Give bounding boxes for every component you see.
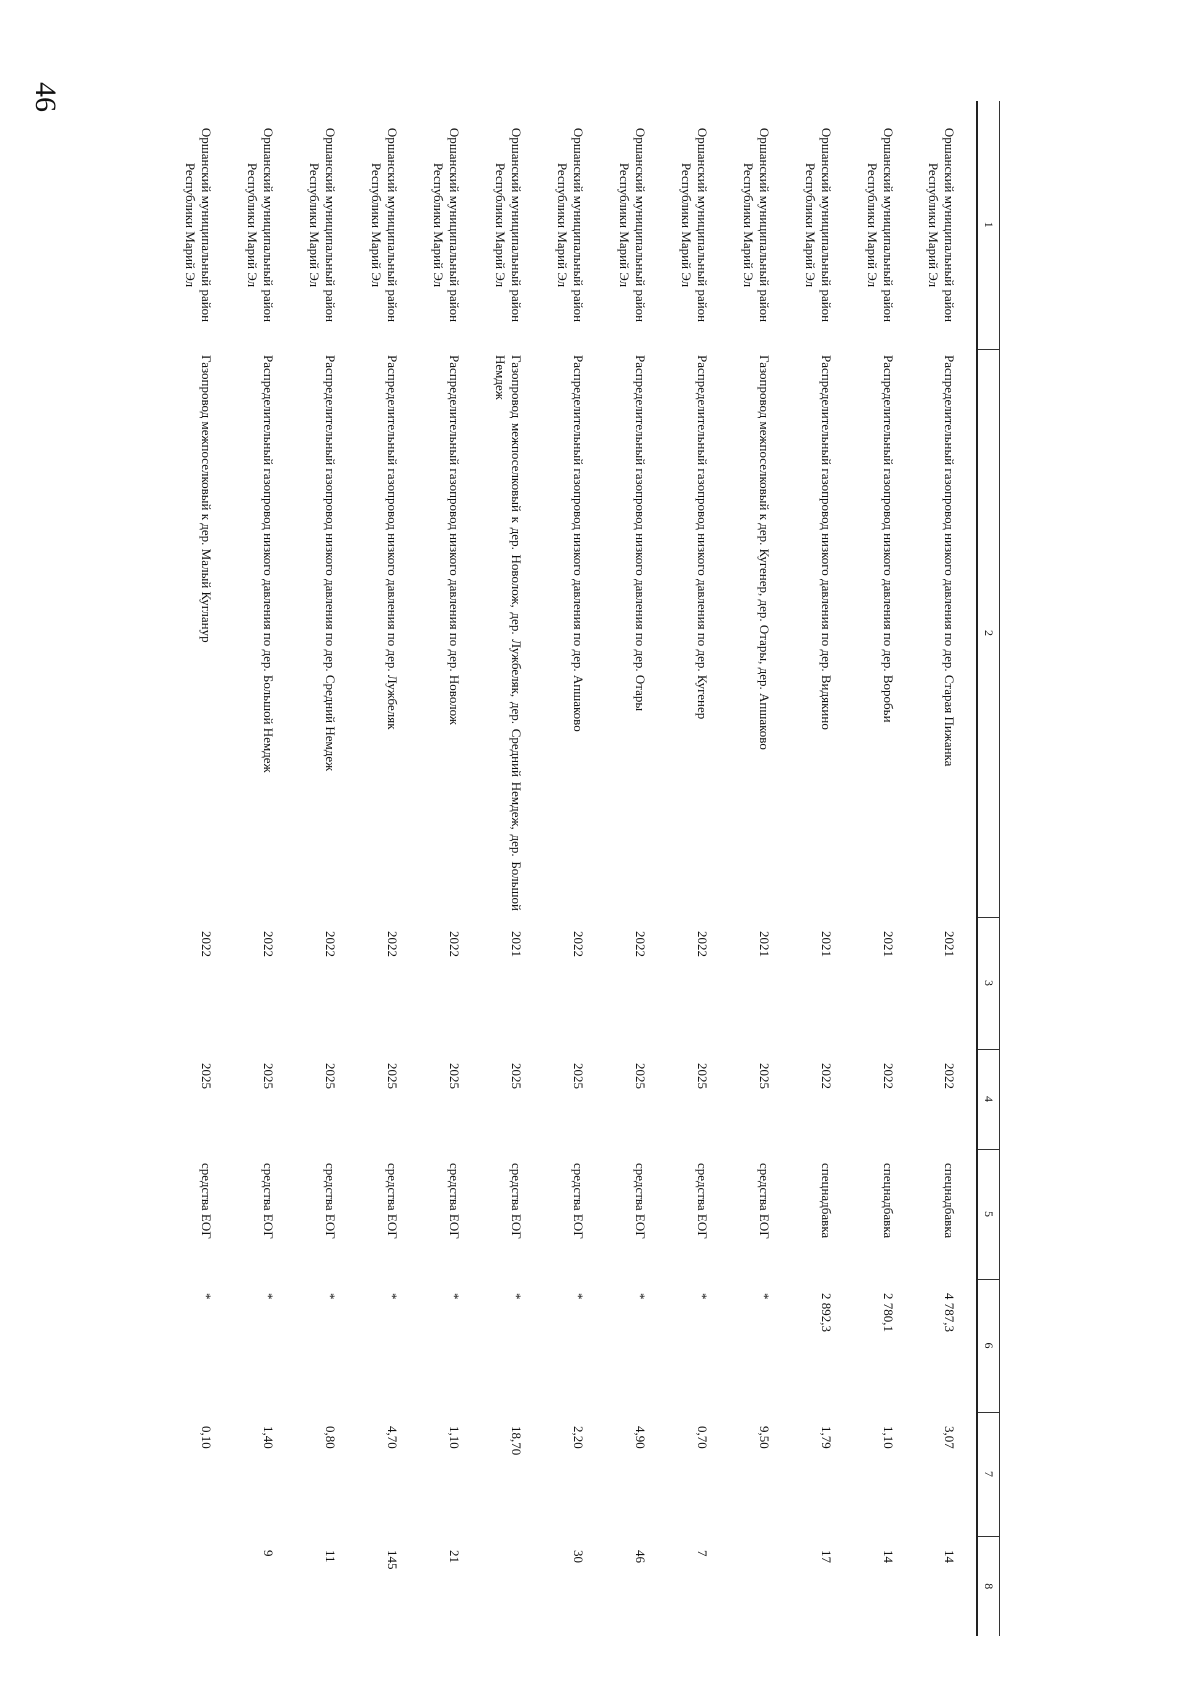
district-cell: Оршанский муниципальный район Республики Марий Эл: [617, 127, 649, 323]
funding-source-cell: средства ЕОГ: [447, 1163, 463, 1239]
length-cell: 2,20: [571, 1426, 587, 1449]
table-row: [482, 101, 544, 1636]
length-cell: 3,07: [942, 1426, 958, 1449]
table-row: [358, 101, 420, 1636]
start-year-cell: 2022: [695, 931, 711, 957]
district-cell: Оршанский муниципальный район Республики Марий Эл: [307, 127, 339, 323]
pipeline-name-cell: Газопровод межпоселковый к дер. Малый Кугланур: [199, 355, 215, 643]
funding-source-cell: средства ЕОГ: [571, 1163, 587, 1239]
households-cell: 17: [819, 1550, 835, 1563]
pipeline-name-cell: Распределительный газопровод низкого давления по дер. Кугенер: [695, 355, 711, 720]
households-cell: [172, 1536, 234, 1636]
households-cell: 14: [881, 1550, 897, 1563]
cost-cell: *: [633, 1293, 649, 1300]
funding-source-cell: средства ЕОГ: [385, 1163, 401, 1239]
cost-cell: 4 787,3: [942, 1293, 958, 1332]
pipeline-name-cell: Распределительный газопровод низкого давления по дер. Старая Пижанка: [942, 355, 958, 767]
length-cell: 9,50: [757, 1426, 773, 1449]
table-row: [854, 101, 916, 1636]
end-year-cell: 2025: [385, 1063, 401, 1089]
length-cell: 18,70: [509, 1426, 525, 1456]
end-year-cell: 2025: [199, 1063, 215, 1089]
start-year-cell: 2021: [819, 931, 835, 957]
length-cell: 1,79: [819, 1426, 835, 1449]
cost-cell: *: [323, 1293, 339, 1300]
column-header-7: 7: [978, 1412, 1000, 1536]
end-year-cell: 2025: [323, 1063, 339, 1089]
start-year-cell: 2022: [199, 931, 215, 957]
length-cell: 0,10: [199, 1426, 215, 1449]
households-cell: [730, 1536, 792, 1636]
cost-cell: 2 780,1: [881, 1293, 897, 1332]
length-cell: 1,10: [881, 1426, 897, 1449]
end-year-cell: 2025: [261, 1063, 277, 1089]
table-row: [420, 101, 482, 1636]
table-row: [172, 101, 234, 1636]
cost-cell: *: [385, 1293, 401, 1300]
table-row: [916, 101, 978, 1636]
start-year-cell: 2022: [261, 931, 277, 957]
cost-cell: *: [757, 1293, 773, 1300]
funding-source-cell: средства ЕОГ: [323, 1163, 339, 1239]
funding-source-cell: средства ЕОГ: [199, 1163, 215, 1239]
pipeline-name-cell: Распределительный газопровод низкого давления по дер. Большой Немдеж: [261, 355, 277, 773]
district-cell: Оршанский муниципальный район Республики Марий Эл: [926, 127, 958, 323]
table-row: [296, 101, 358, 1636]
column-header-4: 4: [978, 1049, 1000, 1149]
start-year-cell: 2021: [509, 931, 525, 957]
district-cell: Оршанский муниципальный район Республики Марий Эл: [245, 127, 277, 323]
table-row: [234, 101, 296, 1636]
document-table-container: [183, 101, 1000, 1636]
cost-cell: *: [199, 1293, 215, 1300]
pipeline-name-cell: Газопровод межпоселковый к дер. Новолож, дер. Лужбеляк, дер. Средний Немдеж, дер. Большой Немдеж: [493, 355, 525, 911]
length-cell: 1,40: [261, 1426, 277, 1449]
start-year-cell: 2021: [757, 931, 773, 957]
column-header-8: 8: [978, 1536, 1000, 1636]
district-cell: Оршанский муниципальный район Республики Марий Эл: [369, 127, 401, 323]
end-year-cell: 2025: [695, 1063, 711, 1089]
column-header-1: 1: [978, 101, 1000, 349]
length-cell: 0,70: [695, 1426, 711, 1449]
pipeline-name-cell: Распределительный газопровод низкого давления по дер. Лужбеляк: [385, 355, 401, 730]
column-header-5: 5: [978, 1149, 1000, 1279]
funding-source-cell: спецнадбавка: [819, 1163, 835, 1239]
cost-cell: *: [571, 1293, 587, 1300]
households-cell: 30: [571, 1550, 587, 1563]
column-header-3: 3: [978, 917, 1000, 1049]
households-cell: 11: [323, 1550, 339, 1563]
households-cell: 46: [633, 1550, 649, 1563]
table-row: [792, 101, 854, 1636]
end-year-cell: 2025: [447, 1063, 463, 1089]
funding-source-cell: средства ЕОГ: [695, 1163, 711, 1239]
district-cell: Оршанский муниципальный район Республики Марий Эл: [183, 127, 215, 323]
pipeline-name-cell: Распределительный газопровод низкого давления по дер. Отары: [633, 355, 649, 712]
funding-source-cell: средства ЕОГ: [633, 1163, 649, 1239]
funding-source-cell: средства ЕОГ: [757, 1163, 773, 1239]
cost-cell: *: [261, 1293, 277, 1300]
pipeline-name-cell: Распределительный газопровод низкого давления по дер. Воробьи: [881, 355, 897, 723]
end-year-cell: 2025: [571, 1063, 587, 1089]
length-cell: 0,80: [323, 1426, 339, 1449]
district-cell: Оршанский муниципальный район Республики Марий Эл: [431, 127, 463, 323]
header-row: [978, 101, 1000, 1636]
district-cell: Оршанский муниципальный район Республики Марий Эл: [555, 127, 587, 323]
page-number: 46: [29, 82, 62, 112]
households-cell: 14: [942, 1550, 958, 1563]
pipeline-name-cell: Распределительный газопровод низкого давления по дер. Апшаково: [571, 355, 587, 732]
length-cell: 1,10: [447, 1426, 463, 1449]
end-year-cell: 2025: [509, 1063, 525, 1089]
cost-cell: *: [447, 1293, 463, 1300]
start-year-cell: 2022: [447, 931, 463, 957]
district-cell: Оршанский муниципальный район Республики Марий Эл: [493, 127, 525, 323]
start-year-cell: 2021: [942, 931, 958, 957]
funding-source-cell: спецнадбавка: [881, 1163, 897, 1239]
length-cell: 4,70: [385, 1426, 401, 1449]
end-year-cell: 2025: [757, 1063, 773, 1089]
households-cell: 145: [385, 1550, 401, 1570]
end-year-cell: 2022: [881, 1063, 897, 1089]
end-year-cell: 2022: [942, 1063, 958, 1089]
district-cell: Оршанский муниципальный район Республики Марий Эл: [741, 127, 773, 323]
table-row: [606, 101, 668, 1636]
pipeline-name-cell: Распределительный газопровод низкого давления по дер. Средний Немдеж: [323, 355, 339, 772]
table-row: [730, 101, 792, 1636]
start-year-cell: 2022: [385, 931, 401, 957]
funding-source-cell: средства ЕОГ: [509, 1163, 525, 1239]
end-year-cell: 2025: [633, 1063, 649, 1089]
start-year-cell: 2022: [633, 931, 649, 957]
column-header-2: 2: [978, 349, 1000, 917]
column-header-6: 6: [978, 1279, 1000, 1412]
funding-source-cell: средства ЕОГ: [261, 1163, 277, 1239]
cost-cell: *: [509, 1293, 525, 1300]
pipeline-name-cell: Газопровод межпоселковый к дер. Кугенер, дер. Отары, дер. Апшаково: [757, 355, 773, 750]
start-year-cell: 2021: [881, 931, 897, 957]
start-year-cell: 2022: [323, 931, 339, 957]
length-cell: 4,90: [633, 1426, 649, 1449]
cost-cell: 2 892,3: [819, 1293, 835, 1332]
cost-cell: *: [695, 1293, 711, 1300]
households-cell: 9: [261, 1550, 277, 1557]
table-body: [172, 101, 978, 1636]
table-header: [978, 101, 1000, 1636]
district-cell: Оршанский муниципальный район Республики Марий Эл: [803, 127, 835, 323]
start-year-cell: 2022: [571, 931, 587, 957]
district-cell: Оршанский муниципальный район Республики Марий Эл: [865, 127, 897, 323]
table-row: [668, 101, 730, 1636]
households-cell: 7: [695, 1550, 711, 1557]
pipeline-name-cell: Распределительный газопровод низкого давления по дер. Новолож: [447, 355, 463, 725]
end-year-cell: 2022: [819, 1063, 835, 1089]
households-cell: 21: [447, 1550, 463, 1563]
gas-pipeline-table: [172, 101, 1001, 1636]
funding-source-cell: спецнадбавка: [942, 1163, 958, 1239]
households-cell: [482, 1536, 544, 1636]
district-cell: Оршанский муниципальный район Республики Марий Эл: [679, 127, 711, 323]
pipeline-name-cell: Распределительный газопровод низкого давления по дер. Видякино: [819, 355, 835, 730]
table-row: [544, 101, 606, 1636]
